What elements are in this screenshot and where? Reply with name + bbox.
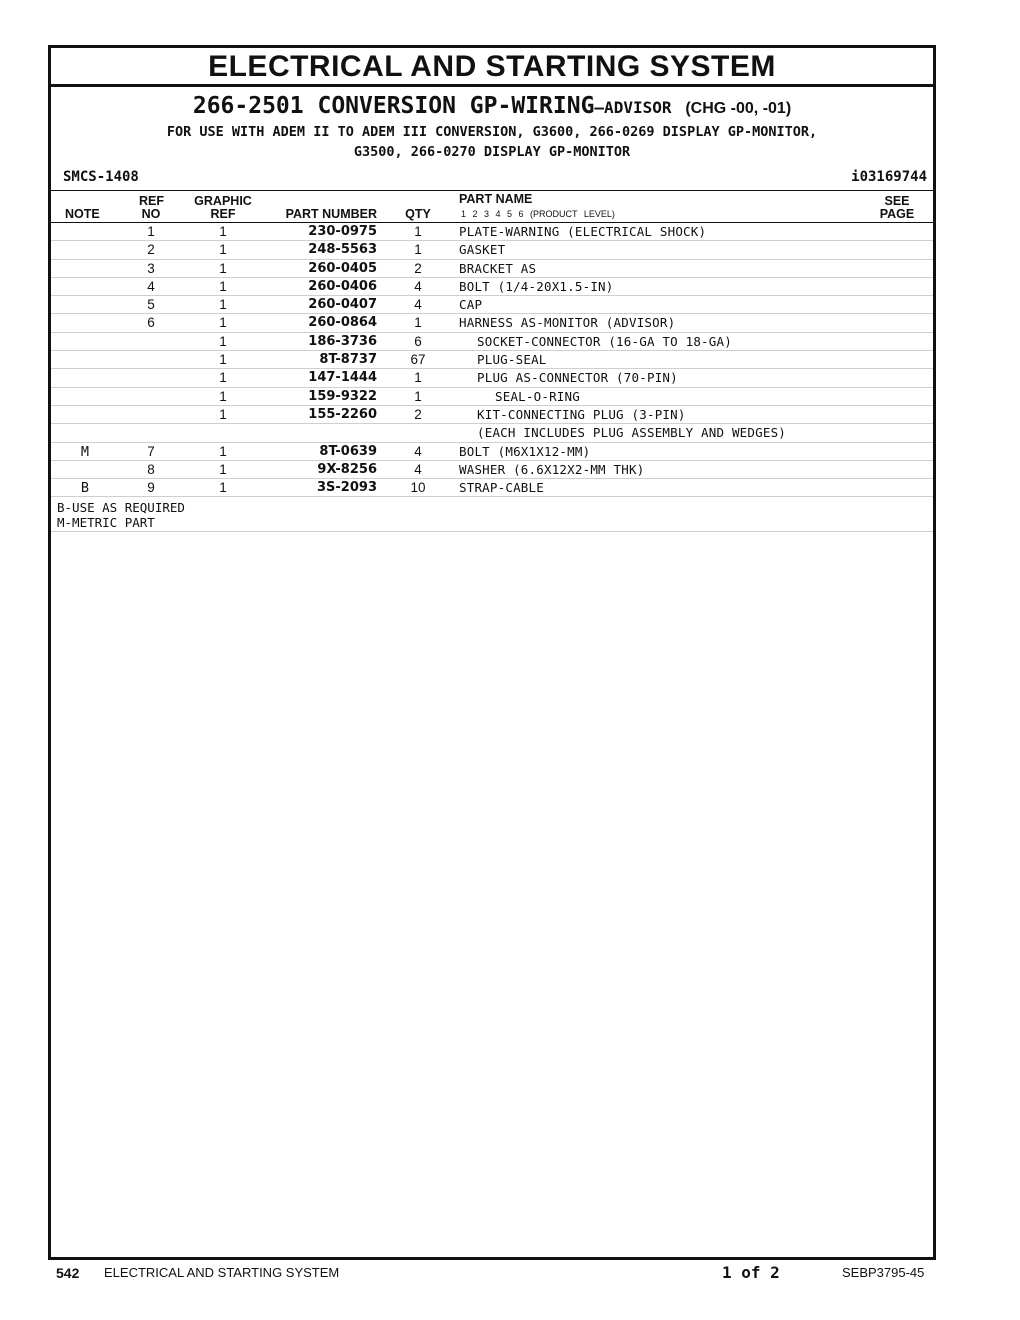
cell-qty: 2 bbox=[414, 406, 422, 422]
cell-qty: 4 bbox=[414, 443, 422, 459]
table-row bbox=[51, 278, 933, 296]
cell-qty: 1 bbox=[414, 224, 422, 239]
cell-graphic-ref: 1 bbox=[219, 278, 227, 294]
group-title-line bbox=[51, 93, 933, 122]
cell-part-number: 260-0405 bbox=[308, 260, 377, 276]
group-heading bbox=[51, 87, 933, 162]
cell-ref-no: 1 bbox=[147, 224, 155, 239]
cell-part-number: 230-0975 bbox=[308, 224, 377, 239]
cell-part-name: CAP bbox=[459, 297, 483, 313]
table-row bbox=[51, 424, 933, 442]
cell-part-name: (EACH INCLUDES PLUG ASSEMBLY AND WEDGES) bbox=[477, 425, 787, 441]
table-row bbox=[51, 443, 933, 461]
cell-part-number: 8T-0639 bbox=[319, 443, 377, 459]
cell-part-name: SEAL-O-RING bbox=[495, 388, 580, 404]
smcs-row bbox=[51, 166, 933, 191]
cell-graphic-ref: 1 bbox=[219, 315, 227, 331]
cell-part-name: BOLT (1/4-20X1.5-IN) bbox=[459, 278, 614, 294]
cell-part-number: 260-0406 bbox=[308, 278, 377, 294]
cell-graphic-ref: 1 bbox=[219, 224, 227, 239]
cell-part-name: SOCKET-CONNECTOR (16-GA TO 18-GA) bbox=[477, 333, 732, 349]
cell-part-number: 260-0407 bbox=[308, 297, 377, 313]
group-suffix: —ADVISOR bbox=[594, 98, 672, 117]
table-row bbox=[51, 406, 933, 424]
cell-graphic-ref: 1 bbox=[219, 370, 227, 386]
cell-ref-no: 9 bbox=[147, 480, 155, 496]
table-row bbox=[51, 479, 933, 497]
cell-qty: 1 bbox=[414, 315, 422, 331]
cell-qty: 4 bbox=[414, 297, 422, 313]
col-see-top: SEE bbox=[884, 194, 910, 208]
cell-qty: 1 bbox=[414, 242, 422, 258]
cell-graphic-ref: 1 bbox=[219, 443, 227, 459]
table-row bbox=[51, 351, 933, 369]
smcs-code: SMCS-1408 bbox=[63, 169, 139, 185]
cell-part-name: PLUG AS-CONNECTOR (70-PIN) bbox=[477, 370, 678, 386]
cell-graphic-ref: 1 bbox=[219, 333, 227, 349]
cell-graphic-ref: 1 bbox=[219, 406, 227, 422]
cell-part-number: 155-2260 bbox=[308, 406, 377, 422]
footer-page-of: 1 of 2 bbox=[722, 1263, 780, 1282]
cell-part-name: STRAP-CABLE bbox=[459, 480, 544, 496]
cell-part-name: WASHER (6.6X12X2-MM THK) bbox=[459, 461, 645, 477]
usage-line-2: G3500, 266-0270 DISPLAY GP-MONITOR bbox=[353, 144, 631, 160]
col-qty: QTY bbox=[405, 207, 431, 221]
cell-part-name: BRACKET AS bbox=[459, 260, 537, 276]
cell-ref-no: 8 bbox=[147, 461, 155, 477]
footer-document: SEBP3795-45 bbox=[842, 1265, 925, 1280]
cell-part-number: 9X-8256 bbox=[317, 461, 377, 477]
cell-qty: 1 bbox=[414, 388, 422, 404]
col-product-levels: 1 2 3 4 5 6 (PRODUCT LEVEL) bbox=[461, 209, 615, 219]
col-graphic-bottom: REF bbox=[210, 207, 236, 221]
cell-graphic-ref: 1 bbox=[219, 388, 227, 404]
document-id: i03169744 bbox=[851, 169, 927, 185]
cell-qty: 10 bbox=[410, 480, 426, 496]
table-row bbox=[51, 223, 933, 241]
table-row bbox=[51, 369, 933, 387]
col-see-bottom: PAGE bbox=[879, 207, 915, 221]
cell-ref-no: 7 bbox=[147, 443, 155, 459]
cell-graphic-ref: 1 bbox=[219, 242, 227, 258]
cell-qty: 6 bbox=[414, 333, 422, 349]
page-title: ELECTRICAL AND STARTING SYSTEM bbox=[51, 48, 933, 87]
cell-note: B bbox=[80, 480, 90, 497]
cell-note: M bbox=[80, 443, 90, 460]
cell-part-number: 147-1444 bbox=[308, 370, 377, 386]
footer-page-number: 542 bbox=[56, 1265, 80, 1281]
cell-qty: 4 bbox=[414, 461, 422, 477]
cell-ref-no: 6 bbox=[147, 315, 155, 331]
notes-legend bbox=[51, 497, 933, 532]
parts-page-frame bbox=[48, 45, 936, 1260]
cell-graphic-ref: 1 bbox=[219, 461, 227, 477]
cell-graphic-ref: 1 bbox=[219, 480, 227, 496]
cell-part-name: PLUG-SEAL bbox=[477, 352, 547, 368]
note-b: B-USE AS REQUIRED bbox=[57, 500, 185, 516]
cell-graphic-ref: 1 bbox=[219, 260, 227, 276]
col-ref-top: REF bbox=[139, 194, 164, 208]
col-part-name: PART NAME bbox=[459, 192, 533, 206]
table-row bbox=[51, 388, 933, 406]
change-level: (CHG -00, -01) bbox=[685, 100, 792, 117]
cell-ref-no: 5 bbox=[147, 297, 155, 313]
col-part-number: PART NUMBER bbox=[285, 207, 377, 221]
cell-part-number: 159-9322 bbox=[308, 388, 377, 404]
cell-graphic-ref: 1 bbox=[219, 297, 227, 313]
table-row bbox=[51, 333, 933, 351]
table-header bbox=[51, 191, 933, 223]
table-row bbox=[51, 296, 933, 314]
col-ref-bottom: NO bbox=[141, 207, 161, 221]
cell-part-number: 248-5563 bbox=[308, 242, 377, 258]
group-title: 266-2501 CONVERSION GP-WIRING bbox=[192, 93, 595, 119]
table-row bbox=[51, 461, 933, 479]
cell-ref-no: 4 bbox=[147, 278, 155, 294]
cell-part-number: 3S-2093 bbox=[317, 480, 377, 496]
cell-qty: 2 bbox=[414, 260, 422, 276]
page-footer bbox=[0, 1265, 1020, 1289]
cell-part-name: GASKET bbox=[459, 242, 506, 258]
cell-part-name: PLATE-WARNING (ELECTRICAL SHOCK) bbox=[459, 224, 707, 239]
note-m: M-METRIC PART bbox=[57, 515, 155, 531]
cell-part-number: 8T-8737 bbox=[319, 352, 377, 368]
cell-qty: 4 bbox=[414, 278, 422, 294]
cell-part-name: KIT-CONNECTING PLUG (3-PIN) bbox=[477, 406, 686, 422]
table-row bbox=[51, 260, 933, 278]
usage-line-1: FOR USE WITH ADEM II TO ADEM III CONVERSION, G3600, 266-0269 DISPLAY GP-MONITOR, bbox=[166, 124, 818, 140]
col-note: NOTE bbox=[65, 207, 100, 221]
cell-graphic-ref: 1 bbox=[219, 352, 227, 368]
table-row bbox=[51, 241, 933, 259]
cell-ref-no: 2 bbox=[147, 242, 155, 258]
footer-section: ELECTRICAL AND STARTING SYSTEM bbox=[104, 1265, 340, 1280]
cell-qty: 67 bbox=[410, 352, 426, 368]
parts-table-body bbox=[51, 223, 933, 497]
table-row bbox=[51, 314, 933, 332]
cell-ref-no: 3 bbox=[147, 260, 155, 276]
cell-qty: 1 bbox=[414, 370, 422, 386]
col-graphic-top: GRAPHIC bbox=[194, 194, 252, 208]
cell-part-number: 186-3736 bbox=[308, 333, 377, 349]
cell-part-name: BOLT (M6X1X12-MM) bbox=[459, 443, 591, 459]
cell-part-number: 260-0864 bbox=[308, 315, 377, 331]
cell-part-name: HARNESS AS-MONITOR (ADVISOR) bbox=[459, 315, 676, 331]
